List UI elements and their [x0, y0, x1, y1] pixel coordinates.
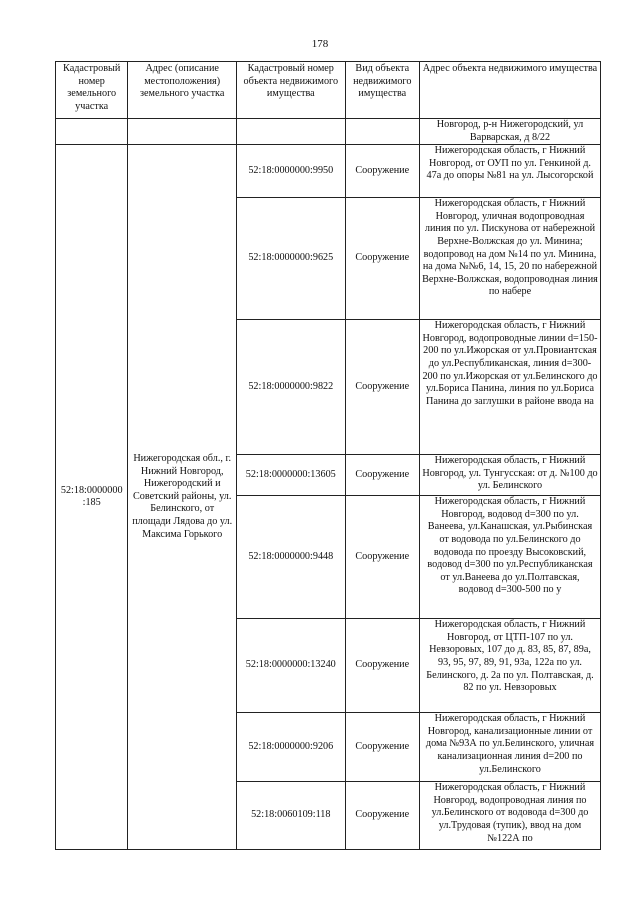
object-type: Сооружение: [345, 782, 419, 850]
object-address: Нижегородская область, г Нижний Новгород, водопроводные линии d=150-200 по ул.Ижорская от ул.Провиантская до ул.Республиканская, линия d=300-200 по ул.Ижорская от ул.Белинского до ул.Бориса Панина, линия по ул.Бориса Панина до заглушки в районе ввода на: [419, 320, 600, 455]
object-type: Сооружение: [345, 619, 419, 713]
object-type: Сооружение: [345, 455, 419, 496]
object-address: Нижегородская область, г Нижний Новгород, от ОУП по ул. Генкиной д. 47а до опоры №81 на ул. Лысогорской: [419, 145, 600, 198]
object-type: Сооружение: [345, 145, 419, 198]
object-cadastral-number: 52:18:0000000:9822: [236, 320, 345, 455]
header-land-plot-number: Кадастровый номер земельного участка: [56, 62, 128, 119]
table-row: [56, 145, 601, 198]
header-object-address: Адрес объекта недвижимого имущества: [419, 62, 600, 119]
object-cadastral-number: 52:18:0000000:13240: [236, 619, 345, 713]
table-header-row: [56, 62, 601, 119]
object-cadastral-number: 52:18:0000000:9206: [236, 713, 345, 782]
object-cadastral-number: 52:18:0000000:9448: [236, 496, 345, 619]
object-cadastral-number: 52:18:0000000:9950: [236, 145, 345, 198]
object-address: Нижегородская область, г Нижний Новгород, канализационные линии от дома №93А по ул.Белинского, уличная канализационная линия d=200 по ул.Белинского: [419, 713, 600, 782]
cell-empty: [345, 119, 419, 145]
object-address: Нижегородская область, г Нижний Новгород, уличная водопроводная линия по ул. Пискунова от набережной Верхне-Волжская до ул. Минина; водопровод на дом №14 по ул. Минина, на дома №№6, 14, 15, 20 по набережной Верхне-Волжская, водопроводная линия по набере: [419, 198, 600, 320]
land-plot-address: Нижегородская обл., г. Нижний Новгород, Нижегородский и Советский районы, ул. Белинского, от площади Лядова до ул. Максима Горького: [128, 145, 237, 850]
cell-empty: [128, 119, 237, 145]
table-row-continuation: [56, 119, 601, 145]
object-type: Сооружение: [345, 496, 419, 619]
header-object-type: Вид объекта недвижимого имущества: [345, 62, 419, 119]
object-address: Нижегородская область, г Нижний Новгород, водовод d=300 по ул. Ванеева, ул.Канашская, ул.Рыбинская от водовода по ул.Белинского до водовода по проезду Высоковский, водовод d=300 по ул.Республиканская от ул.Ванеева до ул.Полтавская, водовод d=300-500 по у: [419, 496, 600, 619]
cell-empty: [236, 119, 345, 145]
header-land-plot-address: Адрес (описание местоположения) земельного участка: [128, 62, 237, 119]
continuation-address: Новгород, р-н Нижегородский, ул Варварская, д 8/22: [419, 119, 600, 145]
object-type: Сооружение: [345, 198, 419, 320]
header-object-cadastral-number: Кадастровый номер объекта недвижимого имущества: [236, 62, 345, 119]
object-cadastral-number: 52:18:0000000:9625: [236, 198, 345, 320]
cell-empty: [56, 119, 128, 145]
land-plot-number: 52:18:0000000 :185: [56, 145, 128, 850]
object-type: Сооружение: [345, 713, 419, 782]
object-address: Нижегородская область, г Нижний Новгород, водопроводная линия по ул.Белинского от водовода d=300 до ул.Трудовая (тупик), ввод на дом №122А по: [419, 782, 600, 850]
page-number: 178: [311, 38, 329, 50]
object-type: Сооружение: [345, 320, 419, 455]
object-address: Нижегородская область, г Нижний Новгород, ул. Тунгусская: от д. №100 до ул. Белинского: [419, 455, 600, 496]
register-table: [55, 61, 601, 850]
object-cadastral-number: 52:18:0060109:118: [236, 782, 345, 850]
object-cadastral-number: 52:18:0000000:13605: [236, 455, 345, 496]
object-address: Нижегородская область, г Нижний Новгород, от ЦТП-107 по ул. Невзоровых, 107 до д. 83, 85, 87, 89а, 93, 95, 97, 89, 91, 93а, 122а по ул. Белинского, д. 2а по ул. Полтавская, д. 82 по ул. Невзоровых: [419, 619, 600, 713]
